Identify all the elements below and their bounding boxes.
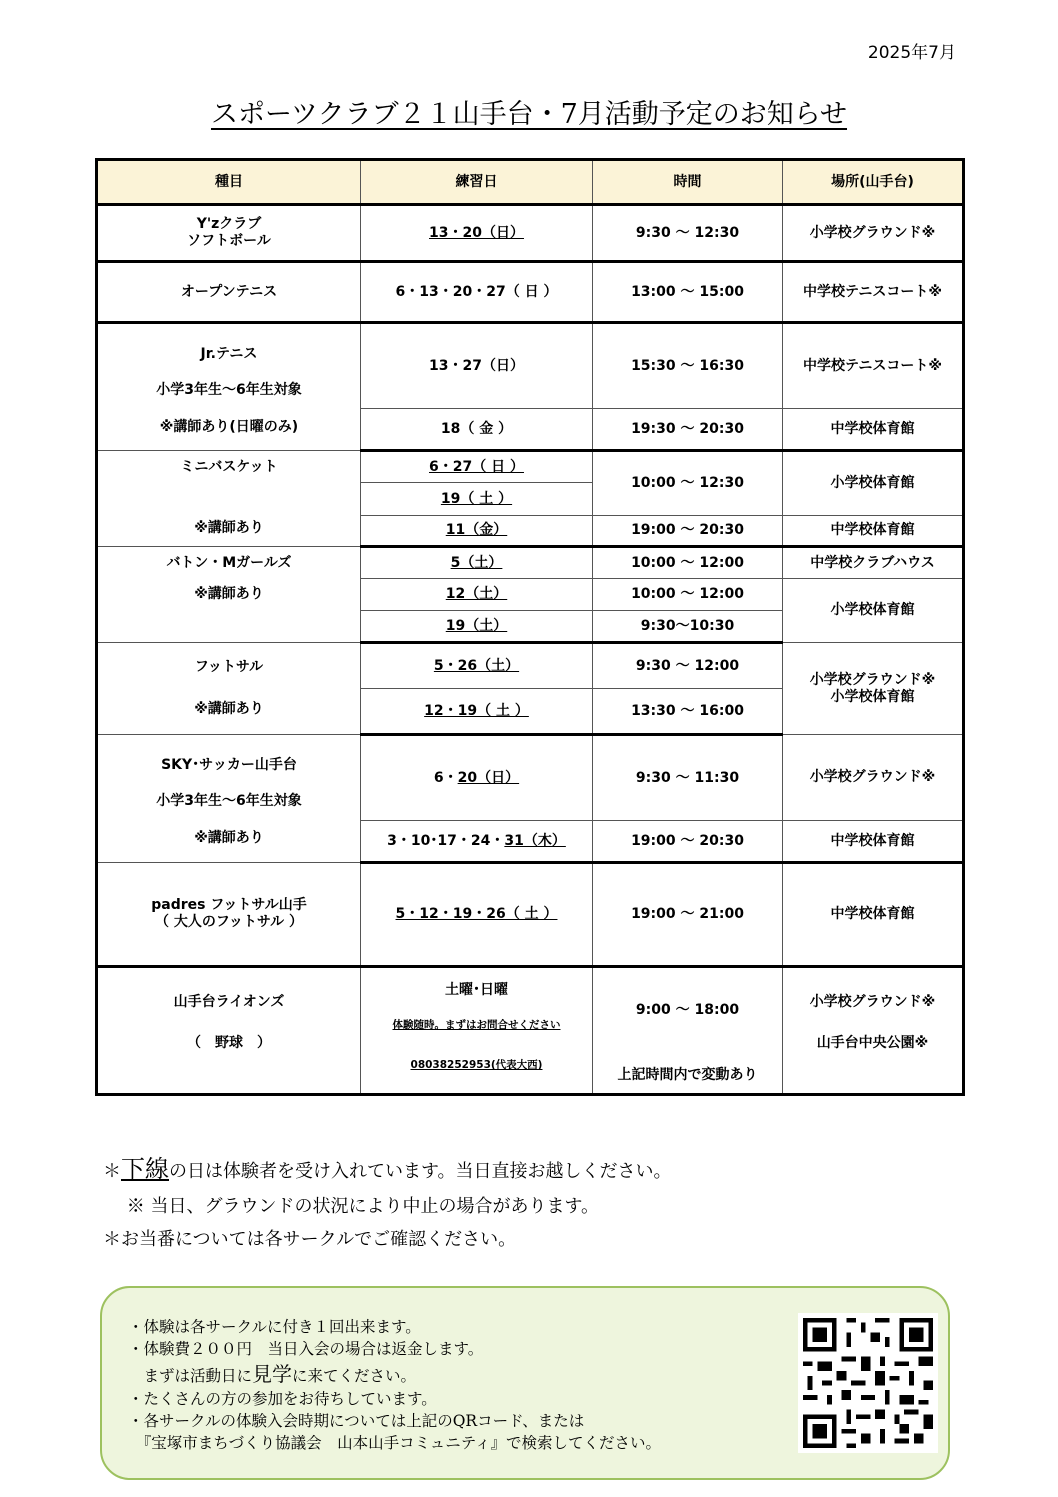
table-row <box>97 967 964 1095</box>
practice-day: 3・10･17・24・31（木） <box>361 821 593 863</box>
table-header-row <box>97 160 964 205</box>
qr-code-icon[interactable] <box>798 1313 938 1453</box>
time-cell: 10:00 ～ 12:30 <box>593 451 783 516</box>
table-row <box>97 451 964 483</box>
time-cell: 10:00 ～ 12:00 <box>593 579 783 611</box>
time-cell: 19:30 ～ 20:30 <box>593 409 783 451</box>
header-event: 種目 <box>97 160 361 205</box>
header-time: 時間 <box>593 160 783 205</box>
table-row <box>97 205 964 262</box>
time-cell: 9:30 ～ 12:00 <box>593 643 783 689</box>
place-cell: 中学校テニスコート※ <box>783 262 964 323</box>
practice-day: 5・26（土） <box>361 643 593 689</box>
place-cell: 小学校体育館 <box>783 579 964 643</box>
practice-day: 6・13・20・27（ 日 ） <box>361 262 593 323</box>
table-row <box>97 735 964 821</box>
practice-day: 5・12・19・26（ 土 ） <box>361 863 593 967</box>
place-cell: 中学校体育館 <box>783 863 964 967</box>
header-practice-day: 練習日 <box>361 160 593 205</box>
time-cell: 19:00 ～ 20:30 <box>593 821 783 863</box>
info-line: ・各サークルの体験入会時期については上記のQRコード、または <box>128 1412 585 1431</box>
practice-day: 19（土） <box>361 611 593 643</box>
event-name: ミニバスケット ※講師あり <box>97 451 361 547</box>
table-row <box>97 863 964 967</box>
time-cell: 9:30 ～ 11:30 <box>593 735 783 821</box>
practice-day: 12・19（ 土 ） <box>361 689 593 735</box>
time-cell: 10:00 ～ 12:00 <box>593 547 783 579</box>
table-row <box>97 323 964 409</box>
issue-date: 2025年7月 <box>867 43 956 63</box>
place-cell: 中学校体育館 <box>783 821 964 863</box>
title-text: スポーツクラブ２１山手台・7月活動予定のお知らせ <box>210 99 848 130</box>
place-cell: 中学校体育館 <box>783 409 964 451</box>
info-line: ・たくさんの方の参加をお待ちしています。 <box>128 1390 437 1409</box>
event-name: Y'zクラブ ソフトボール <box>97 205 361 262</box>
practice-day: 5（土） <box>361 547 593 579</box>
place-cell: 小学校グラウンド※ 山手台中央公園※ <box>783 967 964 1095</box>
time-cell: 9:30～10:30 <box>593 611 783 643</box>
place-cell: 小学校グラウンド※ <box>783 735 964 821</box>
practice-day: 土曜･日曜 体験随時。まずはお問合せください 08038252953(代表大西) <box>361 967 593 1095</box>
info-line: ・体験は各サークルに付き１回出来ます。 <box>128 1318 421 1336</box>
event-name: バトン・Mガールズ ※講師あり <box>97 547 361 643</box>
info-line: まずは活動日に見学に来てください。 <box>128 1362 417 1386</box>
time-cell: 19:00 ～ 21:00 <box>593 863 783 967</box>
info-line: ・体験費２００円 当日入会の場合は返金します。 <box>128 1340 484 1358</box>
time-cell: 13:30 ～ 16:00 <box>593 689 783 735</box>
page-title <box>0 92 1058 131</box>
info-box <box>100 1286 950 1480</box>
place-cell: 中学校テニスコート※ <box>783 323 964 409</box>
note-underline: ＊下線の日は体験者を受け入れています。当日直接お越しください。 <box>103 1155 672 1183</box>
time-cell: 9:30 ～ 12:30 <box>593 205 783 262</box>
note-duty: ＊お当番については各サークルでご確認ください。 <box>103 1228 517 1250</box>
event-name: オープンテニス <box>97 262 361 323</box>
time-cell: 13:00 ～ 15:00 <box>593 262 783 323</box>
header-place: 場所(山手台) <box>783 160 964 205</box>
table-row <box>97 547 964 579</box>
time-cell: 9:00 ～ 18:00 上記時間内で変動あり <box>593 967 783 1095</box>
info-line: 『宝塚市まちづくり協議会 山本山手コミュニティ』で検索してください。 <box>128 1434 662 1453</box>
place-cell: 小学校グラウンド※ 小学校体育館 <box>783 643 964 735</box>
event-name: フットサル ※講師あり <box>97 643 361 735</box>
practice-day: 18（ 金 ） <box>361 409 593 451</box>
schedule-table <box>95 158 965 1096</box>
time-cell: 19:00 ～ 20:30 <box>593 516 783 547</box>
practice-day: 11（金） <box>361 516 593 547</box>
event-name: SKY･サッカー山手台 小学3年生～6年生対象 ※講師あり <box>97 735 361 863</box>
place-cell: 中学校体育館 <box>783 516 964 547</box>
practice-day: 12（土） <box>361 579 593 611</box>
practice-day: 13・27（日） <box>361 323 593 409</box>
note-cancel: ※ 当日、グラウンドの状況により中止の場合があります。 <box>103 1196 600 1218</box>
table-row <box>97 643 964 689</box>
place-cell: 小学校グラウンド※ <box>783 205 964 262</box>
time-cell: 15:30 ～ 16:30 <box>593 323 783 409</box>
notes <box>103 1148 672 1256</box>
place-cell: 小学校体育館 <box>783 451 964 516</box>
table-row <box>97 262 964 323</box>
event-name: Jr.テニス 小学3年生～6年生対象 ※講師あり(日曜のみ) <box>97 323 361 451</box>
practice-day: 6・20（日） <box>361 735 593 821</box>
practice-day: 19（ 土 ） <box>361 483 593 516</box>
practice-day: 13・20（日） <box>361 205 593 262</box>
event-name: 山手台ライオンズ （ 野球 ） <box>97 967 361 1095</box>
place-cell: 中学校クラブハウス <box>783 547 964 579</box>
practice-day: 6・27（ 日 ） <box>361 451 593 483</box>
event-name: padres フットサル山手 （ 大人のフットサル ） <box>97 863 361 967</box>
